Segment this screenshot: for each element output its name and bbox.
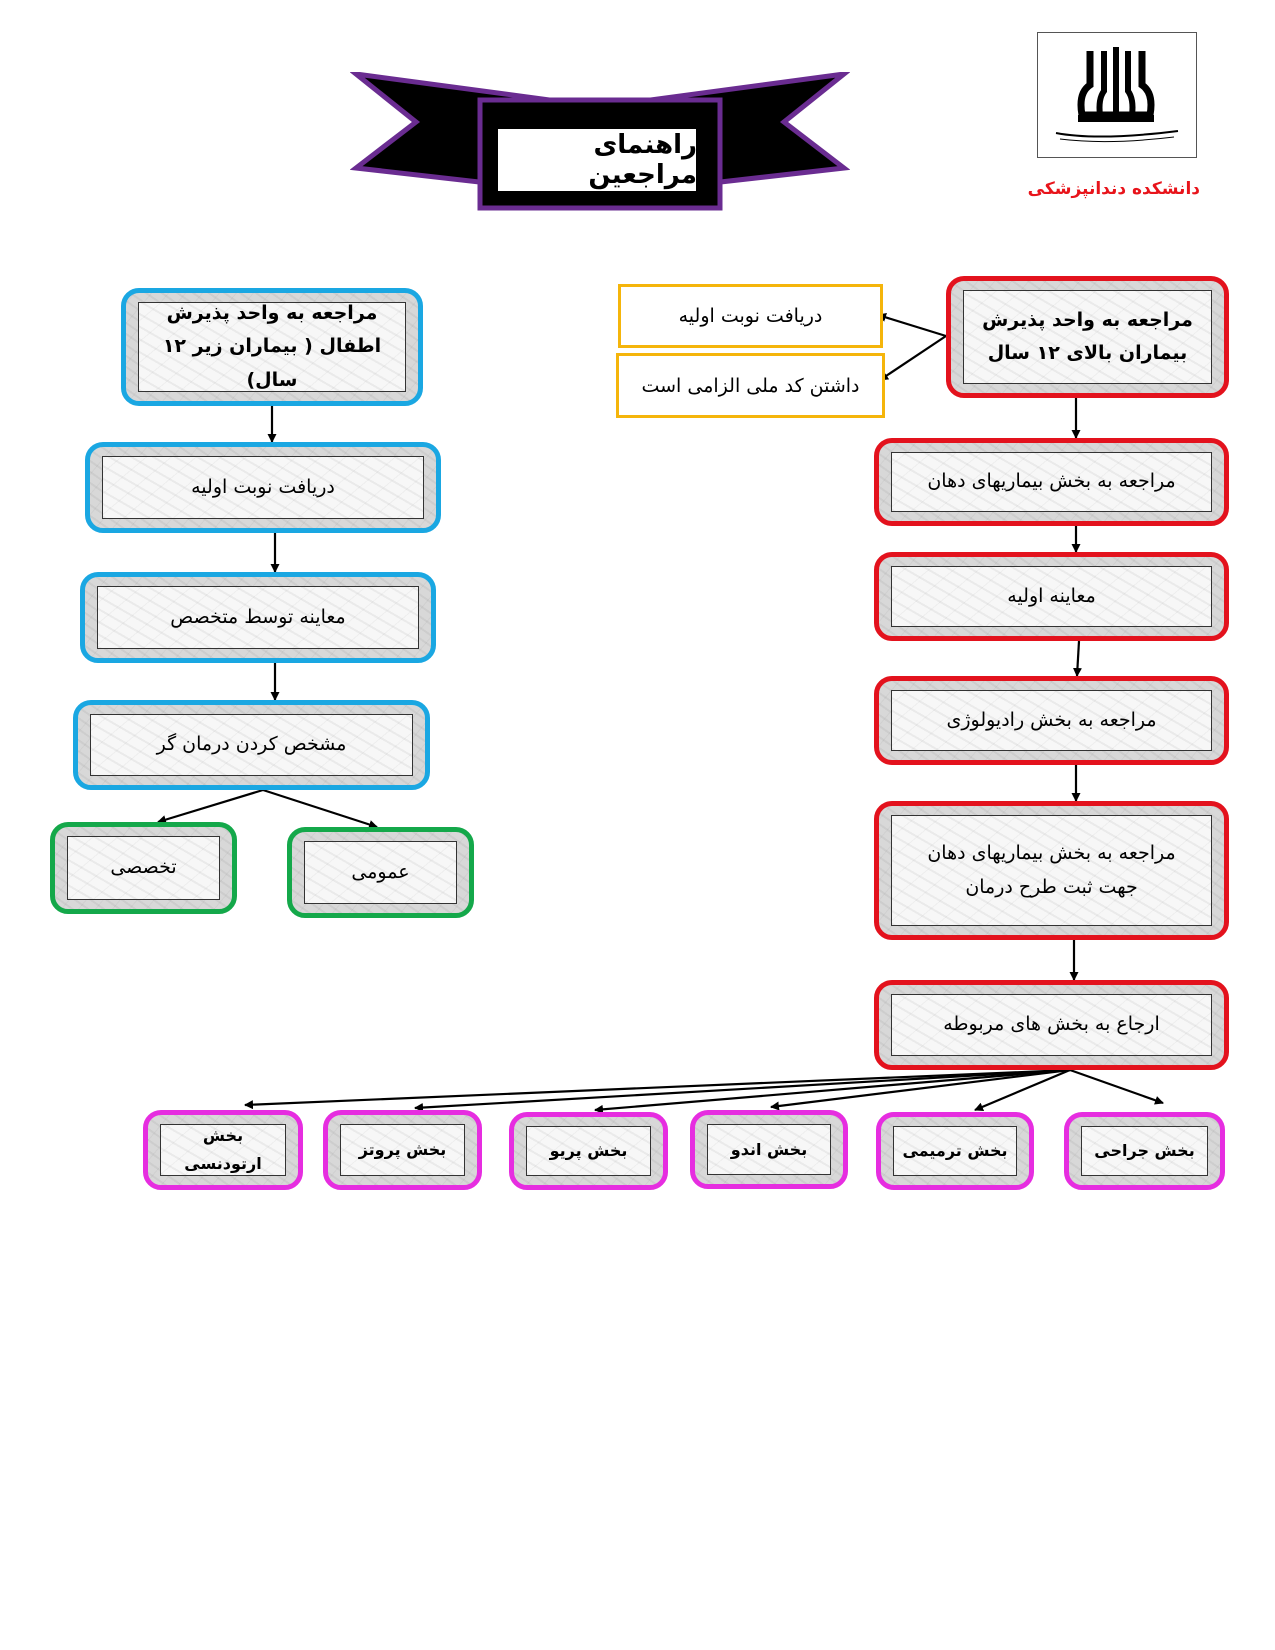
dept-prosthodontics [323, 1110, 482, 1190]
dept-perio-label: بخش پریو [526, 1126, 651, 1176]
arrow-to-note-2 [880, 336, 946, 380]
arrow-child-specialist [158, 790, 263, 822]
child-step-specialist-exam-label: معاینه توسط متخصص [97, 586, 419, 649]
dept-restorative-label: بخش ترمیمی [893, 1126, 1017, 1176]
outcome-specialist [50, 822, 237, 914]
dept-surgery-label: بخش جراحی [1081, 1126, 1208, 1176]
child-step-initial-appointment [85, 442, 441, 533]
adult-step-referral-label: ارجاع به بخش های مربوطه [891, 994, 1212, 1056]
arrow-to-note-1 [878, 315, 946, 336]
dept-orthodontics [143, 1110, 303, 1190]
page-title: راهنمای مراجعین [588, 130, 697, 190]
dept-perio [509, 1112, 668, 1190]
arrow-dept-ortho [245, 1070, 1070, 1105]
adult-step-oral-medicine [874, 438, 1229, 526]
logo-caption: دانشکده دندانپزشکی [1027, 179, 1200, 199]
arrow-dept-surgery [1070, 1070, 1163, 1103]
adult-step-treatment-plan [874, 801, 1229, 940]
note-national-id-required: داشتن کد ملی الزامی است [616, 353, 885, 418]
arrow-adult-3 [1077, 641, 1079, 676]
adult-reception-line-1: مراجعه به واحد پذیرش [982, 308, 1193, 331]
treatment-plan-line-1: مراجعه به بخش بیماریهای دهان [927, 842, 1176, 865]
note-initial-appointment: دریافت نوبت اولیه [618, 284, 883, 348]
child-reception-line-1: مراجعه به واحد پذیرش [166, 302, 378, 325]
adult-step-referral [874, 980, 1229, 1070]
treatment-plan-line-2: جهت ثبت طرح درمان [965, 875, 1138, 898]
university-emblem-icon [1038, 33, 1196, 157]
child-reception-node [121, 288, 423, 406]
dept-endo-label: بخش اندو [707, 1124, 831, 1175]
adult-step-radiology-label: مراجعه به بخش رادیولوژی [891, 690, 1212, 751]
university-logo [1037, 32, 1197, 158]
adult-reception-node [946, 276, 1229, 398]
arrow-child-general [263, 790, 377, 827]
dept-orthodontics-label: بخش ارتودنسی [160, 1124, 286, 1176]
adult-reception-line-2: بیماران بالای ۱۲ سال [987, 342, 1188, 364]
arrow-dept-perio [595, 1070, 1070, 1110]
child-step-initial-appointment-label: دریافت نوبت اولیه [102, 456, 424, 519]
adult-step-initial-exam [874, 552, 1229, 641]
dept-restorative [876, 1112, 1034, 1190]
dept-prosthodontics-label: بخش پروتز [340, 1124, 465, 1176]
outcome-general-label: عمومی [304, 841, 457, 904]
dept-endo [690, 1110, 848, 1189]
outcome-general [287, 827, 474, 918]
adult-step-initial-exam-label: معاینه اولیه [891, 566, 1212, 627]
arrow-dept-prosth [415, 1070, 1070, 1108]
dept-surgery [1064, 1112, 1225, 1190]
child-step-assign-clinician [73, 700, 430, 790]
adult-step-radiology [874, 676, 1229, 765]
child-reception-line-2: اطفال ( بیماران زیر ۱۲ سال) [162, 335, 382, 391]
child-step-specialist-exam [80, 572, 436, 663]
adult-step-oral-medicine-label: مراجعه به بخش بیماریهای دهان [891, 452, 1212, 512]
child-step-assign-clinician-label: مشخص کردن درمان گر [90, 714, 413, 776]
outcome-specialist-label: تخصصی [67, 836, 220, 900]
